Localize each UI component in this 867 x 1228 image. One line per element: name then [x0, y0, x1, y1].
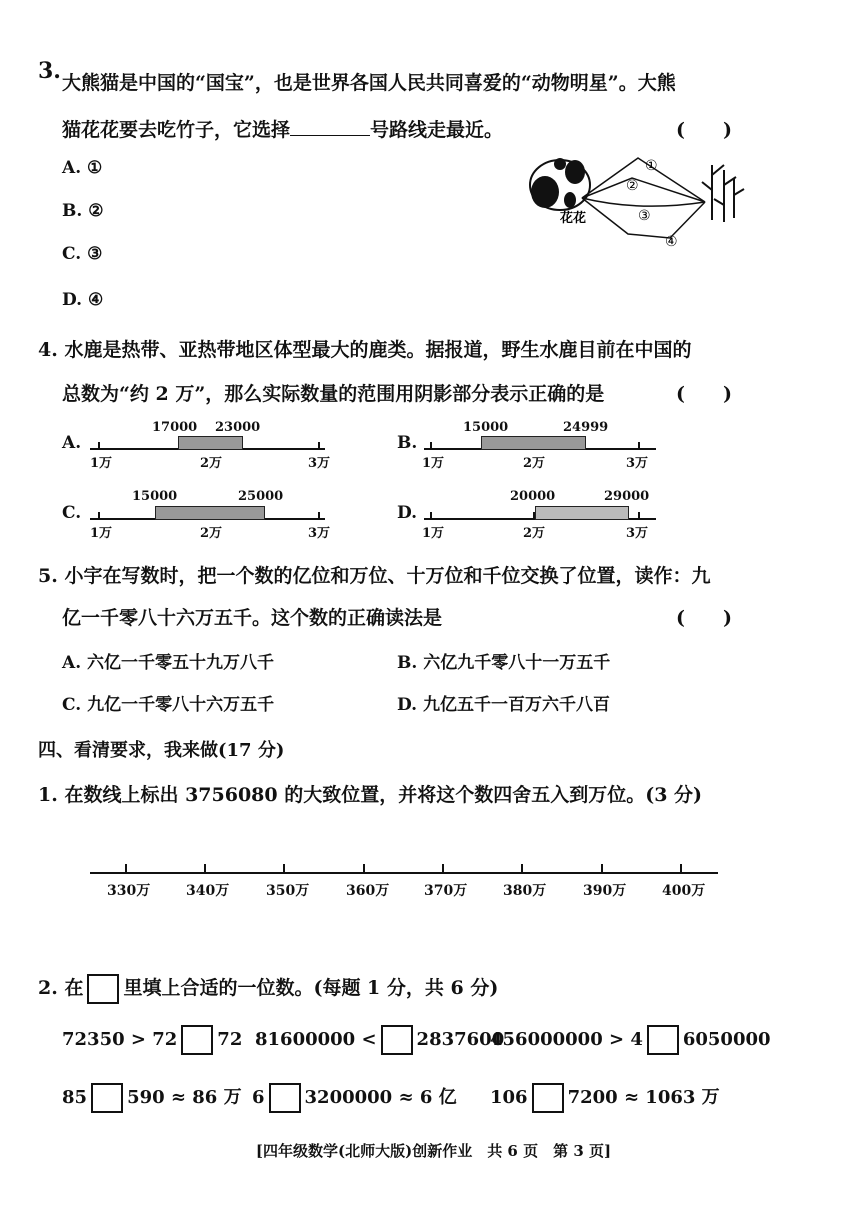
- fill-row-2-item-3: [490, 1083, 720, 1113]
- route-label-4: ④: [665, 234, 678, 250]
- q3-line1: 大熊猫是中国的“国宝”，也是世界各国人民共同喜爱的“动物明星”。大熊: [62, 72, 676, 94]
- tick: [601, 864, 603, 873]
- fill-row-1-item-3: [490, 1025, 771, 1055]
- axis-label: 2万: [200, 526, 223, 541]
- q4-a-high: 23000: [215, 420, 261, 435]
- tick: [283, 864, 285, 873]
- fill-post: 3200000 ≈ 6 亿: [304, 1087, 457, 1108]
- tick: [638, 512, 640, 520]
- axis-label: 1万: [422, 526, 445, 541]
- q3-option-b[interactable]: B. ②: [62, 201, 104, 221]
- q3-answer-paren[interactable]: ( ): [676, 119, 732, 141]
- q4-option-b-letter: B.: [397, 433, 418, 453]
- q4-line2: 总数为“约 2 万”，那么实际数量的范围用阴影部分表示正确的是: [62, 383, 605, 405]
- fill-row-1-item-1: [62, 1025, 242, 1055]
- axis-label: 1万: [422, 456, 445, 471]
- fill-row-2-item-1: [62, 1083, 242, 1113]
- axis-label: 2万: [523, 456, 546, 471]
- q5-answer-paren[interactable]: ( ): [676, 607, 732, 629]
- tick: [318, 512, 320, 520]
- axis-label: 2万: [200, 456, 223, 471]
- fill-pre: 85: [62, 1087, 88, 1108]
- fill-box[interactable]: [532, 1083, 564, 1113]
- fill-post: 7200 ≈ 1063 万: [567, 1087, 720, 1108]
- route-label-3: ③: [638, 208, 651, 224]
- tick-label: 330万: [107, 883, 151, 899]
- axis-label: 1万: [90, 456, 113, 471]
- fill-row-1-item-2: [255, 1025, 504, 1055]
- section4-q1: 1. 在数线上标出 3756080 的大致位置，并将这个数四舍五入到万位。(3 分): [38, 784, 703, 806]
- q5-option-a[interactable]: A. 六亿一千零五十九万八千: [62, 653, 275, 673]
- panda-icon: [530, 158, 590, 210]
- q4-option-a-letter: A.: [62, 433, 82, 453]
- axis-label: 3万: [626, 456, 649, 471]
- axis-label: 3万: [308, 456, 331, 471]
- panda-label: 花花: [560, 210, 587, 225]
- fill-post: 72: [217, 1029, 243, 1050]
- tick: [98, 512, 100, 520]
- number-line-axis: [90, 872, 718, 874]
- q4-d-high: 29000: [604, 489, 650, 504]
- q4-b-high: 24999: [563, 420, 609, 435]
- tick-label: 370万: [424, 883, 468, 899]
- q3-number: 3.: [38, 58, 61, 84]
- q4-option-d-letter: D.: [397, 503, 418, 523]
- sample-box: [87, 974, 119, 1004]
- fill-post: 6050000: [682, 1029, 771, 1050]
- fill-pre: 6: [252, 1087, 265, 1108]
- fill-box[interactable]: [91, 1083, 123, 1113]
- section4-title: 四、看清要求，我来做(17 分): [38, 740, 285, 761]
- q5-option-c[interactable]: C. 九亿一千零八十六万五千: [62, 695, 275, 715]
- fill-pre: 81600000 <: [255, 1029, 377, 1050]
- route-label-1: ①: [645, 158, 658, 174]
- fill-pre: 106: [490, 1087, 528, 1108]
- q3-option-c[interactable]: C. ③: [62, 244, 103, 264]
- tick: [638, 442, 640, 450]
- q5-line1: 5. 小宇在写数时，把一个数的亿位和万位、十万位和千位交换了位置，读作：九: [38, 565, 711, 587]
- fill-box[interactable]: [647, 1025, 679, 1055]
- tick: [98, 442, 100, 450]
- q4-b-low: 15000: [463, 420, 509, 435]
- tick-label: 390万: [583, 883, 627, 899]
- fill-post: 590 ≈ 86 万: [127, 1087, 242, 1108]
- tick: [318, 442, 320, 450]
- axis-label: 1万: [90, 526, 113, 541]
- fill-post: 2837600: [416, 1029, 505, 1050]
- q3-option-a[interactable]: A. ①: [62, 158, 103, 178]
- section4-q2: [38, 973, 498, 1004]
- page-footer: [四年级数学(北师大版)创新作业 共 6 页 第 3 页]: [255, 1142, 612, 1160]
- q2-suffix: 里填上合适的一位数。(每题 1 分，共 6 分): [123, 977, 499, 999]
- q4-d-low: 20000: [510, 489, 556, 504]
- q4-d-shade: [535, 506, 629, 520]
- fill-pre: 456000000 > 4: [490, 1029, 643, 1050]
- q4-c-low: 15000: [132, 489, 178, 504]
- q4-c-high: 25000: [238, 489, 284, 504]
- q5-option-d[interactable]: D. 九亿五千一百万六千八百: [397, 695, 610, 715]
- axis-label: 3万: [626, 526, 649, 541]
- q4-answer-paren[interactable]: ( ): [676, 383, 732, 405]
- q3-line2: [62, 115, 503, 142]
- q3-option-d[interactable]: D. ④: [62, 290, 104, 310]
- q4-line1: 4. 水鹿是热带、亚热带地区体型最大的鹿类。据报道，野生水鹿目前在中国的: [38, 339, 692, 361]
- axis-label: 2万: [523, 526, 546, 541]
- q2-prefix: 2. 在: [38, 977, 84, 999]
- tick-label: 400万: [662, 883, 706, 899]
- tick: [442, 864, 444, 873]
- tick: [521, 864, 523, 873]
- route-lines: [582, 158, 705, 238]
- q4-option-c-letter: C.: [62, 503, 82, 523]
- fill-box[interactable]: [381, 1025, 413, 1055]
- tick: [430, 512, 432, 520]
- q3-blank[interactable]: [290, 119, 370, 136]
- axis-label: 3万: [308, 526, 331, 541]
- q4-a-shade: [178, 436, 243, 450]
- tick-label: 360万: [346, 883, 390, 899]
- fill-box[interactable]: [269, 1083, 301, 1113]
- q3-line2-b: 号路线走最近。: [370, 119, 504, 141]
- bamboo-icon: [702, 165, 744, 222]
- tick: [125, 864, 127, 873]
- q3-line2-a: 猫花花要去吃竹子，它选择: [62, 119, 291, 141]
- q4-a-low: 17000: [152, 420, 198, 435]
- tick: [363, 864, 365, 873]
- tick-label: 350万: [266, 883, 310, 899]
- tick: [430, 442, 432, 450]
- q5-option-b[interactable]: B. 六亿九千零八十一万五千: [397, 653, 611, 673]
- tick: [204, 864, 206, 873]
- tick-label: 380万: [503, 883, 547, 899]
- q4-c-shade: [155, 506, 265, 520]
- route-label-2: ②: [626, 178, 639, 194]
- fill-box[interactable]: [181, 1025, 213, 1055]
- tick: [680, 864, 682, 873]
- fill-row-2-item-2: [252, 1083, 457, 1113]
- tick-label: 340万: [186, 883, 230, 899]
- fill-pre: 72350 > 72: [62, 1029, 178, 1050]
- q5-line2: 亿一千零八十六万五千。这个数的正确读法是: [62, 607, 443, 629]
- q4-b-shade: [481, 436, 586, 450]
- panda-route-figure: [520, 150, 760, 255]
